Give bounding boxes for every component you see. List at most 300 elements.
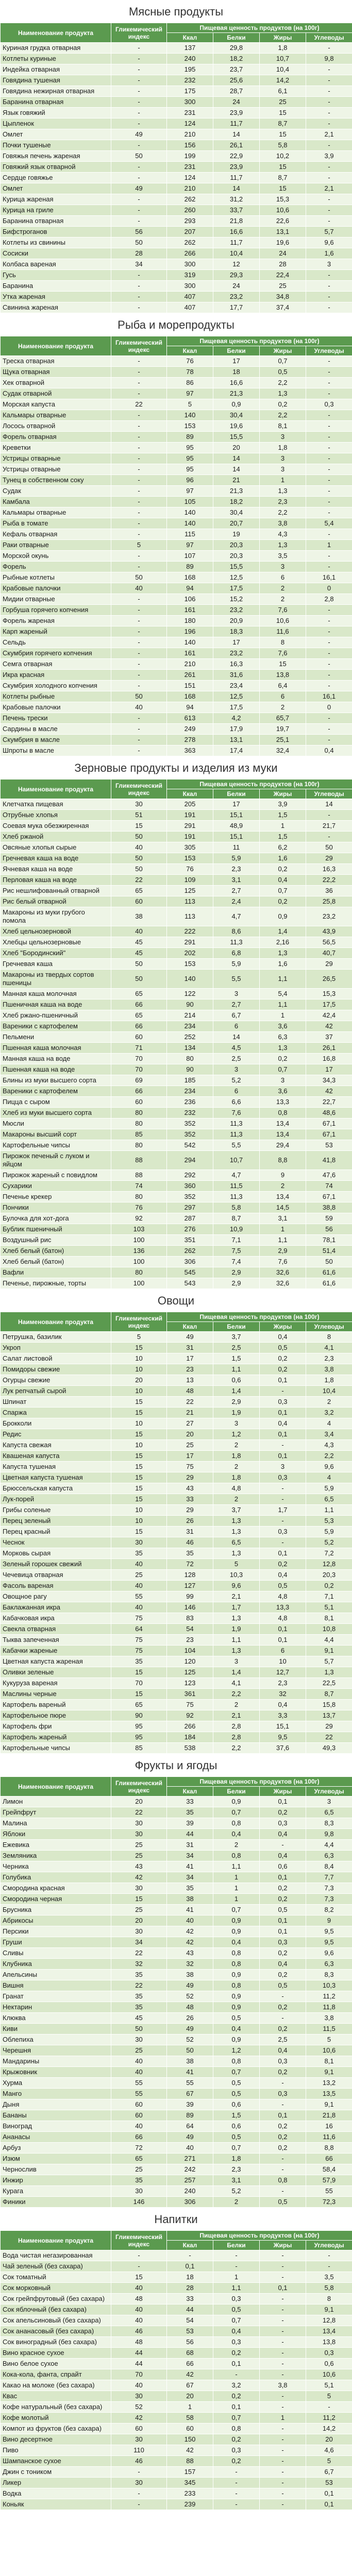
carbs-value: 22,5 [306, 1678, 352, 1689]
product-name: Макароны из твердых сортов пшеницы [1, 970, 111, 989]
fat-value: - [260, 2013, 306, 2024]
protein-value: 12 [213, 259, 260, 270]
product-name: Смородина черная [1, 1894, 111, 1905]
table-row [1, 959, 352, 970]
kcal-value: 17 [167, 1451, 213, 1462]
product-name: Пшенная каша молочная [1, 1043, 111, 1054]
glycemic-index: - [111, 648, 167, 659]
table-row [1, 745, 352, 756]
product-name: Финики [1, 2197, 111, 2208]
fat-value: 7,6 [260, 648, 306, 659]
carbs-value: 13,7 [306, 1710, 352, 1721]
protein-value: 2,2 [213, 1689, 260, 1700]
table-row [1, 281, 352, 292]
header-nutrition: Пищевая ценность продуктов (на 100г) [167, 779, 352, 789]
glycemic-index: - [111, 281, 167, 292]
table-row [1, 572, 352, 583]
product-name: Чернослив [1, 2164, 111, 2175]
product-name: Устрицы отварные [1, 453, 111, 464]
fat-value: 0,2 [260, 2024, 306, 2035]
product-name: Говядина тушеная [1, 75, 111, 86]
product-name: Изюм [1, 2154, 111, 2164]
carbs-value: 42 [306, 1086, 352, 1097]
glycemic-index: 20 [111, 1375, 167, 1386]
glycemic-index: - [111, 216, 167, 227]
glycemic-index: - [111, 594, 167, 605]
carbs-value: 16,8 [306, 1054, 352, 1064]
kcal-value: 109 [167, 875, 213, 886]
carbs-value: - [306, 453, 352, 464]
table-row [1, 486, 352, 497]
protein-value: 29,3 [213, 270, 260, 281]
protein-value: 6,5 [213, 1537, 260, 1548]
glycemic-index: - [111, 626, 167, 637]
fat-value: 0,7 [260, 356, 306, 367]
product-name: Хлеб цельнозерновой [1, 926, 111, 937]
header-kcal: Ккал [167, 789, 213, 799]
carbs-value: 14,2 [306, 2424, 352, 2434]
section-title: Зерновые продукты и изделия из муки [74, 761, 278, 774]
carbs-value: - [306, 410, 352, 421]
kcal-value: 48 [167, 1386, 213, 1397]
kcal-value: 278 [167, 735, 213, 745]
product-name: Пшеничная каша на воде [1, 999, 111, 1010]
glycemic-index: 15 [111, 1483, 167, 1494]
glycemic-index: 25 [111, 2164, 167, 2175]
glycemic-index: 10 [111, 1386, 167, 1397]
header-gi: Гликемический индекс [111, 23, 167, 43]
fat-value: 3,8 [260, 518, 306, 529]
glycemic-index: 60 [111, 1097, 167, 1108]
kcal-value: 157 [167, 2467, 213, 2478]
product-name: Баранина отварная [1, 216, 111, 227]
protein-value: 23,4 [213, 681, 260, 691]
carbs-value: - [306, 724, 352, 735]
carbs-value: 1 [306, 540, 352, 551]
glycemic-index: 15 [111, 1408, 167, 1418]
protein-value: 15,5 [213, 562, 260, 572]
kcal-value: 42 [167, 1937, 213, 1948]
carbs-value: 9,5 [306, 1926, 352, 1937]
protein-value: 10,7 [213, 1151, 260, 1170]
carbs-value: 10,6 [306, 2369, 352, 2380]
glycemic-index: 30 [111, 799, 167, 810]
table-row [1, 2315, 352, 2326]
table-row [1, 713, 352, 724]
carbs-value: 42,4 [306, 1010, 352, 1021]
carbs-value: 15,8 [306, 1700, 352, 1710]
glycemic-index: 25 [111, 1851, 167, 1861]
product-name: Водка [1, 2488, 111, 2499]
carbs-value: 6,3 [306, 1851, 352, 1861]
protein-value: - [213, 2499, 260, 2510]
protein-value: 5,5 [213, 1140, 260, 1151]
fat-value: 1,6 [260, 853, 306, 864]
product-name: Баранина отварная [1, 97, 111, 108]
fat-value: 0,2 [260, 864, 306, 875]
fat-value: - [260, 1840, 306, 1851]
fat-value: 2,3 [260, 497, 306, 507]
table-row [1, 1097, 352, 1108]
fat-value: 0,1 [260, 1872, 306, 1883]
table-row [1, 2035, 352, 2045]
glycemic-index: 65 [111, 989, 167, 999]
table-row [1, 205, 352, 216]
glycemic-index: 10 [111, 1418, 167, 1429]
glycemic-index: 40 [111, 842, 167, 853]
kcal-value: 107 [167, 551, 213, 562]
product-name: Хлеб ржано-пшеничный [1, 1010, 111, 1021]
product-name: Семга отварная [1, 659, 111, 670]
protein-value: 2,4 [213, 896, 260, 907]
table-row [1, 1010, 352, 1021]
kcal-value: 88 [167, 2456, 213, 2467]
protein-value: 17,5 [213, 702, 260, 713]
glycemic-index: - [111, 605, 167, 616]
fat-value: 2,3 [260, 1678, 306, 1689]
header-carbs: Углеводы [306, 789, 352, 799]
carbs-value: - [306, 205, 352, 216]
fat-value: 0,1 [260, 1408, 306, 1418]
protein-value: 24 [213, 281, 260, 292]
fat-value: 3 [260, 1075, 306, 1086]
header-kcal: Ккал [167, 1787, 213, 1797]
product-name: Ячневая каша на воде [1, 864, 111, 875]
table-row [1, 605, 352, 616]
product-name: Мандарины [1, 2056, 111, 2067]
kcal-value: 75 [167, 1462, 213, 1472]
product-name: Грейпфрут [1, 1807, 111, 1818]
kcal-value: 95 [167, 443, 213, 453]
fat-value: 0,2 [260, 1883, 306, 1894]
protein-value: 4,8 [213, 1483, 260, 1494]
protein-value: 0,9 [213, 2002, 260, 2013]
fat-value: 0,1 [260, 1916, 306, 1926]
table-row [1, 97, 352, 108]
protein-value: 2,7 [213, 999, 260, 1010]
kcal-value: 83 [167, 1613, 213, 1624]
glycemic-index: - [111, 681, 167, 691]
kcal-value: 92 [167, 1710, 213, 1721]
product-name: Пшенная каша на воде [1, 1064, 111, 1075]
product-name: Форель отварная [1, 432, 111, 443]
protein-value: - [213, 2478, 260, 2488]
protein-value: 20,3 [213, 540, 260, 551]
protein-value: 3,7 [213, 1332, 260, 1343]
protein-value: 15,1 [213, 832, 260, 842]
fat-value: 4,8 [260, 1591, 306, 1602]
fat-value: 3,8 [260, 2380, 306, 2391]
kcal-value: 140 [167, 637, 213, 648]
table-row [1, 1462, 352, 1472]
carbs-value: 11,8 [306, 2002, 352, 2013]
carbs-value: - [306, 86, 352, 97]
protein-value: 2,3 [213, 2164, 260, 2175]
fat-value: - [260, 2488, 306, 2499]
kcal-value: 49 [167, 2024, 213, 2035]
glycemic-index: 35 [111, 1991, 167, 2002]
kcal-value: 96 [167, 475, 213, 486]
glycemic-index: 15 [111, 1689, 167, 1700]
product-name: Коньяк [1, 2499, 111, 2510]
carbs-value: 17 [306, 1064, 352, 1075]
header-gi: Гликемический индекс [111, 779, 167, 799]
product-name: Бананы [1, 2110, 111, 2121]
carbs-value: 5,7 [306, 1656, 352, 1667]
kcal-value: 266 [167, 1721, 213, 1732]
table-row [1, 594, 352, 605]
protein-value: 11,5 [213, 1181, 260, 1192]
table-row [1, 1905, 352, 1916]
protein-value: 2,3 [213, 864, 260, 875]
table-row [1, 2294, 352, 2304]
protein-value: 0,7 [213, 2315, 260, 2326]
protein-value: 9,6 [213, 1581, 260, 1591]
glycemic-index: - [111, 562, 167, 572]
carbs-value: 0,4 [306, 745, 352, 756]
kcal-value: 210 [167, 659, 213, 670]
glycemic-index: 80 [111, 1192, 167, 1202]
protein-value: 0,2 [213, 2348, 260, 2359]
carbs-value: 48,6 [306, 1108, 352, 1118]
protein-value: 2,9 [213, 1278, 260, 1289]
product-name: Пирожок печеный с луком и яйцом [1, 1151, 111, 1170]
table-row [1, 1418, 352, 1429]
product-name: Салат листовой [1, 1353, 111, 1364]
fat-value: 1 [260, 821, 306, 832]
carbs-value: 67,1 [306, 1129, 352, 1140]
carbs-value: 3,5 [306, 2272, 352, 2283]
glycemic-index: 30 [111, 2186, 167, 2197]
fat-value: 1,3 [260, 948, 306, 959]
kcal-value: 300 [167, 97, 213, 108]
table-row [1, 2348, 352, 2359]
product-name: Раки отварные [1, 540, 111, 551]
product-name: Рис нешлифованный отварной [1, 886, 111, 896]
fat-value: 0,2 [260, 1364, 306, 1375]
kcal-value: 54 [167, 1624, 213, 1635]
carbs-value: 5,9 [306, 1483, 352, 1494]
product-name: Сок ананасовый (без сахара) [1, 2326, 111, 2337]
protein-value: 11,7 [213, 118, 260, 129]
protein-value: 1 [213, 2272, 260, 2283]
fat-value: - [260, 2315, 306, 2326]
carbs-value: - [306, 810, 352, 821]
glycemic-index: 40 [111, 2315, 167, 2326]
carbs-value: 16 [306, 2121, 352, 2132]
protein-value: 1,9 [213, 1624, 260, 1635]
food-section [0, 2208, 352, 2510]
product-name: Капуста свежая [1, 1440, 111, 1451]
table-row [1, 1108, 352, 1118]
carbs-value: 72,3 [306, 2197, 352, 2208]
glycemic-index: 72 [111, 2143, 167, 2154]
product-name: Свекла отварная [1, 1624, 111, 1635]
fat-value: 1 [260, 1224, 306, 1235]
table-row [1, 2499, 352, 2510]
protein-value: 17,9 [213, 724, 260, 735]
carbs-value: 5,4 [306, 518, 352, 529]
glycemic-index: 85 [111, 1129, 167, 1140]
carbs-value: - [306, 2250, 352, 2261]
header-carbs: Углеводы [306, 346, 352, 356]
kcal-value: 89 [167, 432, 213, 443]
product-name: Рыба в томате [1, 518, 111, 529]
glycemic-index: 90 [111, 1710, 167, 1721]
fat-value: - [260, 1483, 306, 1494]
carbs-value: 25,8 [306, 896, 352, 907]
table-row [1, 453, 352, 464]
fat-value: 0,3 [260, 2089, 306, 2099]
fat-value: 0,1 [260, 1548, 306, 1559]
product-name: Какао на молоке (без сахара) [1, 2380, 111, 2391]
header-name: Наименование продукта [1, 779, 111, 799]
protein-value: 16,6 [213, 227, 260, 238]
protein-value: 0,6 [213, 2099, 260, 2110]
kcal-value: 97 [167, 388, 213, 399]
product-name: Кальмары отварные [1, 507, 111, 518]
carbs-value: 56,5 [306, 937, 352, 948]
protein-value: 30,4 [213, 507, 260, 518]
product-name: Огурцы свежие [1, 1375, 111, 1386]
table-row [1, 1332, 352, 1343]
kcal-value: 300 [167, 281, 213, 292]
kcal-value: 161 [167, 605, 213, 616]
kcal-value: 236 [167, 1097, 213, 1108]
protein-value: 4,7 [213, 907, 260, 926]
table-row [1, 1797, 352, 1807]
product-name: Киви [1, 2024, 111, 2035]
table-row [1, 2056, 352, 2067]
product-name: Мюсли [1, 1118, 111, 1129]
fat-value: - [260, 2326, 306, 2337]
carbs-value: 4,1 [306, 1343, 352, 1353]
glycemic-index: 40 [111, 1602, 167, 1613]
protein-value: 11,7 [213, 173, 260, 183]
fat-value: 2,5 [260, 2035, 306, 2045]
carbs-value: 13,5 [306, 2089, 352, 2099]
fat-value: 15 [260, 183, 306, 194]
product-name: Лосось отварной [1, 421, 111, 432]
table-row [1, 875, 352, 886]
product-name: Печень трески [1, 713, 111, 724]
glycemic-index: 48 [111, 2294, 167, 2304]
fat-value: 0,4 [260, 2045, 306, 2056]
glycemic-index: 71 [111, 1043, 167, 1054]
product-name: Язык говяжий [1, 108, 111, 118]
table-row [1, 2424, 352, 2434]
fat-value: 15 [260, 659, 306, 670]
kcal-value: 43 [167, 1483, 213, 1494]
carbs-value: 9,6 [306, 1948, 352, 1959]
kcal-value: 28 [167, 2283, 213, 2294]
table-row [1, 64, 352, 75]
protein-value: 0,7 [213, 1905, 260, 1916]
glycemic-index: - [111, 2261, 167, 2272]
fat-value: 10,6 [260, 616, 306, 626]
protein-value: 1,9 [213, 1408, 260, 1418]
glycemic-index: 88 [111, 1151, 167, 1170]
table-row [1, 1118, 352, 1129]
protein-value: 15,1 [213, 810, 260, 821]
carbs-value: 5,1 [306, 1602, 352, 1613]
protein-value: 4,1 [213, 1678, 260, 1689]
protein-value: 8,7 [213, 1213, 260, 1224]
table-row [1, 1646, 352, 1656]
carbs-value: - [306, 648, 352, 659]
product-name: Картофель фри [1, 1721, 111, 1732]
fat-value: 15 [260, 108, 306, 118]
carbs-value: 13,2 [306, 2078, 352, 2089]
kcal-value: 287 [167, 1213, 213, 1224]
table-row [1, 1548, 352, 1559]
fat-value: 1,8 [260, 43, 306, 54]
kcal-value: 67 [167, 2089, 213, 2099]
table-row [1, 1075, 352, 1086]
carbs-value: - [306, 507, 352, 518]
carbs-value: 4,4 [306, 1840, 352, 1851]
glycemic-index: 30 [111, 1883, 167, 1894]
fat-value: 22,4 [260, 270, 306, 281]
kcal-value: 231 [167, 108, 213, 118]
glycemic-index: 42 [111, 1872, 167, 1883]
table-row [1, 497, 352, 507]
fat-value: 32,4 [260, 745, 306, 756]
protein-value: 20 [213, 443, 260, 453]
glycemic-index: 50 [111, 864, 167, 875]
table-row [1, 810, 352, 821]
product-name: Манная каша молочная [1, 989, 111, 999]
carbs-value: 4 [306, 1418, 352, 1429]
protein-value: 0,2 [213, 2456, 260, 2467]
glycemic-index: - [111, 194, 167, 205]
carbs-value: 3,2 [306, 1408, 352, 1418]
table-row [1, 1181, 352, 1192]
fat-value: 8,7 [260, 173, 306, 183]
kcal-value: 249 [167, 724, 213, 735]
fat-value: 0,5 [260, 367, 306, 378]
header-nutrition: Пищевая ценность продуктов (на 100г) [167, 2231, 352, 2241]
fat-value: 2 [260, 594, 306, 605]
fat-value: 1,7 [260, 1505, 306, 1516]
carbs-value: 22,2 [306, 875, 352, 886]
product-name: Печенье, пирожные, торты [1, 1278, 111, 1289]
kcal-value: 205 [167, 799, 213, 810]
product-name: Сухарики [1, 1181, 111, 1192]
kcal-value: 23 [167, 1364, 213, 1375]
kcal-value: 300 [167, 259, 213, 270]
table-row [1, 1700, 352, 1710]
protein-value: 2 [213, 1494, 260, 1505]
kcal-value: 38 [167, 1894, 213, 1905]
protein-value: 2 [213, 1440, 260, 1451]
table-row [1, 1581, 352, 1591]
protein-value: 17,5 [213, 583, 260, 594]
product-name: Голубика [1, 1872, 111, 1883]
carbs-value: 2,3 [306, 1353, 352, 1364]
carbs-value: 29 [306, 1721, 352, 1732]
kcal-value: 207 [167, 227, 213, 238]
table-row [1, 681, 352, 691]
table-row [1, 2283, 352, 2294]
fat-value: 15 [260, 129, 306, 140]
fat-value: 4,3 [260, 529, 306, 540]
product-name: Макароны высший сорт [1, 1129, 111, 1140]
glycemic-index: 65 [111, 2154, 167, 2164]
kcal-value: 543 [167, 1278, 213, 1289]
product-name: Цветная капуста тушеная [1, 1472, 111, 1483]
kcal-value: 1 [167, 2402, 213, 2413]
